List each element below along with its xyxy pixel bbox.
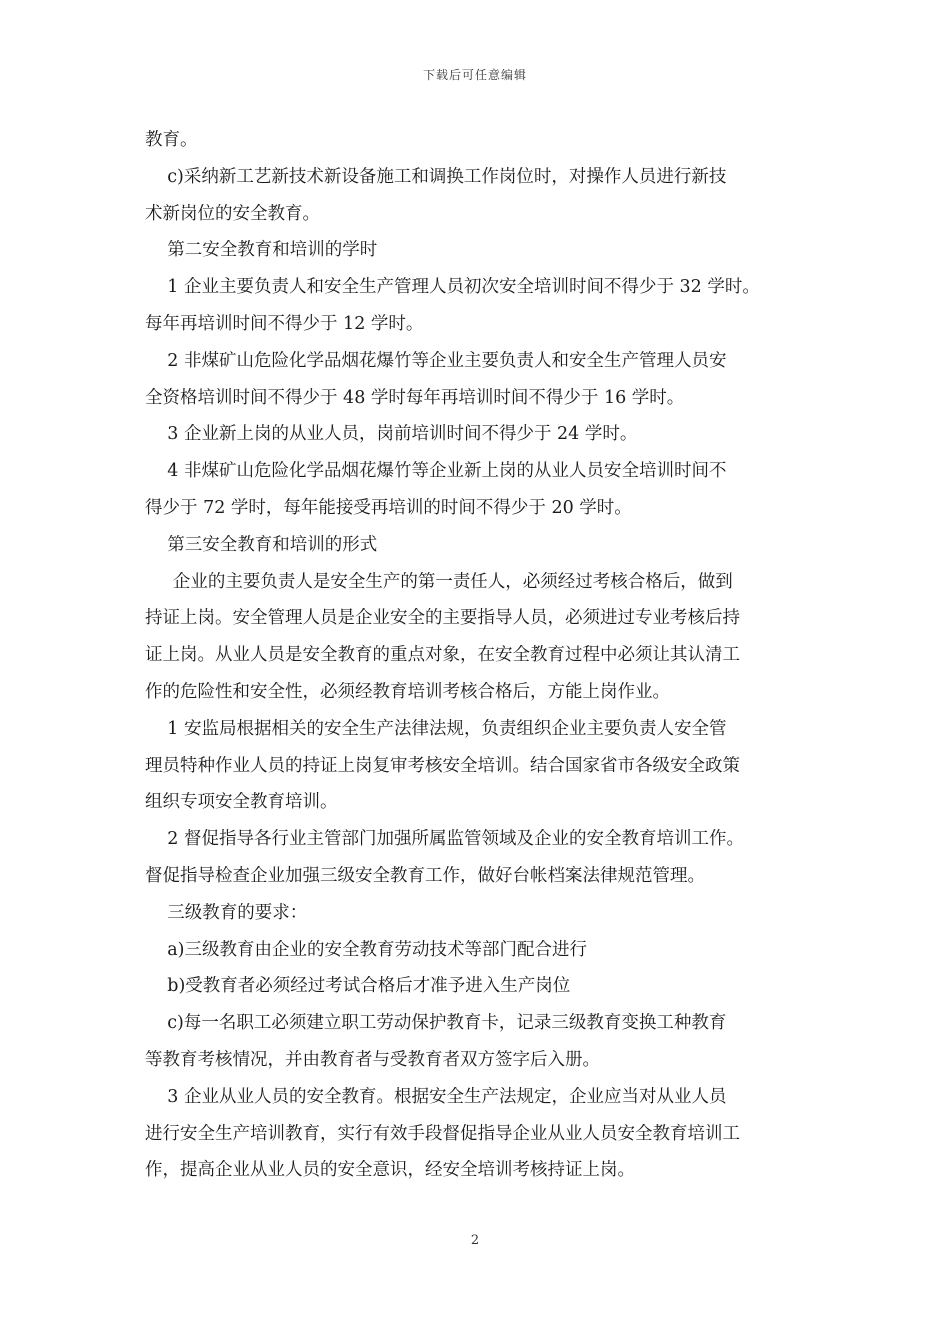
page-header: 下载后可任意编辑 [422, 68, 527, 82]
text-line: a)三级教育由企业的安全教育劳动技术等部门配合进行 [145, 939, 588, 960]
text-line: 第二安全教育和培训的学时 [145, 240, 378, 261]
text-line: 进行安全生产培训教育，实行有效手段督促指导企业从业人员安全教育培训工 [145, 1123, 740, 1144]
text-line: b)受教育者必须经过考试合格后才准予进入生产岗位 [145, 976, 571, 997]
text-line: 得少于 72 学时，每年能接受再培训的时间不得少于 20 学时。 [145, 497, 632, 518]
text-line: 理员特种作业人员的持证上岗复审考核安全培训。结合国家省市各级安全政策 [145, 755, 740, 776]
text-line: 2 督促指导各行业主管部门加强所属监管领域及企业的安全教育培训工作。 [145, 829, 744, 850]
text-line: 1 企业主要负责人和安全生产管理人员初次安全培训时间不得少于 32 学时。 [145, 277, 760, 298]
text-line: c)每一名职工必须建立职工劳动保护教育卡，记录三级教育变换工种教育 [145, 1013, 727, 1034]
text-line: 组织专项安全教育培训。 [145, 792, 338, 813]
text-line: 3 企业从业人员的安全教育。根据安全生产法规定，企业应当对从业人员 [145, 1086, 727, 1107]
text-line: 2 非煤矿山危险化学品烟花爆竹等企业主要负责人和安全生产管理人员安 [145, 350, 727, 371]
text-line: 教育。 [145, 130, 198, 150]
text-line: 术新岗位的安全教育。 [145, 203, 320, 224]
document-body [145, 122, 815, 1189]
text-line: 作的危险性和安全性，必须经教育培训考核合格后，方能上岗作业。 [145, 681, 670, 702]
text-line: 等教育考核情况，并由教育者与受教育者双方签字后入册。 [145, 1049, 600, 1070]
text-line: 三级教育的要求： [145, 902, 308, 923]
text-line: 企业的主要负责人是安全生产的第一责任人，必须经过考核合格后，做到 [145, 571, 733, 592]
text-line: 第三安全教育和培训的形式 [145, 534, 378, 555]
text-line: 全资格培训时间不得少于 48 学时每年再培训时间不得少于 16 学时。 [145, 387, 685, 408]
text-line: 1 安监局根据相关的安全生产法律法规，负责组织企业主要负责人安全管 [145, 718, 727, 739]
text-line: 证上岗。从业人员是安全教育的重点对象，在安全教育过程中必须让其认清工 [145, 645, 740, 666]
page-number: 2 [470, 1233, 480, 1248]
text-line: c)采纳新工艺新技术新设备施工和调换工作岗位时，对操作人员进行新技 [145, 166, 727, 187]
text-line: 每年再培训时间不得少于 12 学时。 [145, 313, 424, 334]
text-line: 4 非煤矿山危险化学品烟花爆竹等企业新上岗的从业人员安全培训时间不 [145, 461, 727, 482]
text-line: 督促指导检查企业加强三级安全教育工作，做好台帐档案法律规范管理。 [145, 865, 705, 886]
text-line: 持证上岗。安全管理人员是企业安全的主要指导人员，必须进过专业考核后持 [145, 608, 740, 629]
text-line: 作，提高企业从业人员的安全意识，经安全培训考核持证上岗。 [145, 1160, 635, 1181]
text-line: 3 企业新上岗的从业人员，岗前培训时间不得少于 24 学时。 [145, 424, 638, 445]
